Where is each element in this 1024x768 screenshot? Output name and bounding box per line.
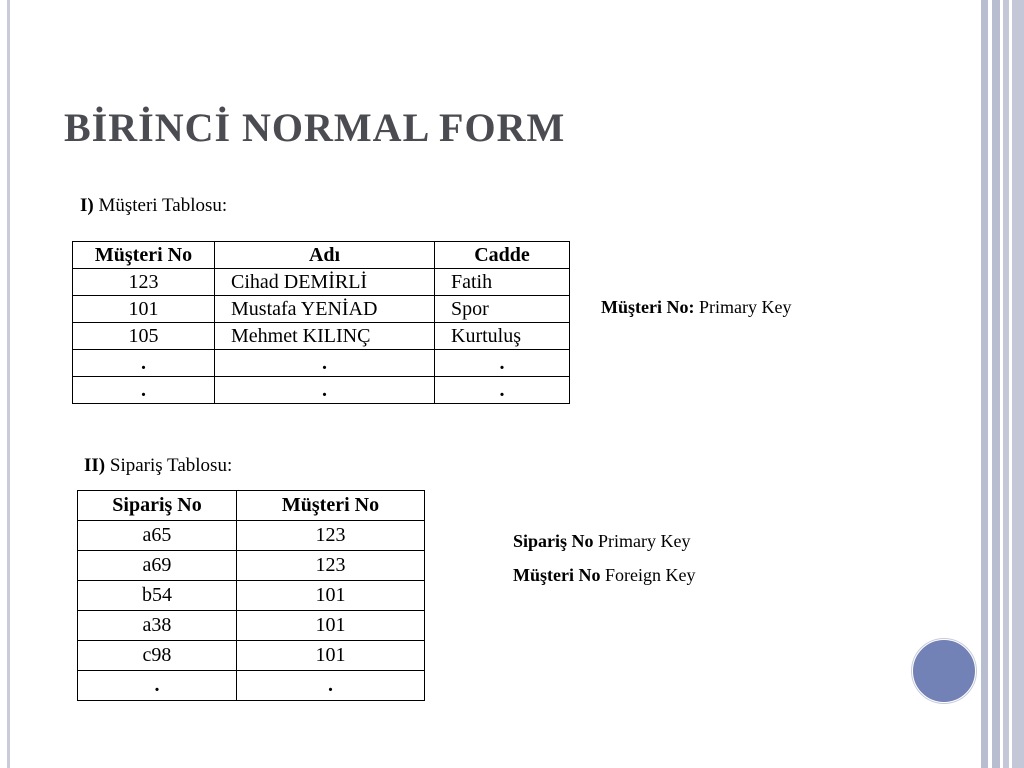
note-key: Müşteri No: bbox=[601, 297, 695, 317]
table-cell: 123 bbox=[237, 521, 425, 551]
table-cell: . bbox=[435, 377, 570, 404]
table-cell: Mehmet KILINÇ bbox=[215, 323, 435, 350]
table-cell: . bbox=[215, 377, 435, 404]
slide-right-stripes bbox=[978, 0, 1024, 768]
table-cell: a69 bbox=[78, 551, 237, 581]
table-cell: 123 bbox=[73, 269, 215, 296]
section-2-title: Sipariş Tablosu: bbox=[109, 455, 233, 476]
table-cell: . bbox=[215, 350, 435, 377]
section-2-label bbox=[84, 455, 232, 477]
table-cell: Cihad DEMİRLİ bbox=[215, 269, 435, 296]
table-cell: Spor bbox=[435, 296, 570, 323]
table-cell: 101 bbox=[73, 296, 215, 323]
table-row bbox=[73, 350, 570, 377]
siparis-foreign-key-note bbox=[513, 565, 695, 586]
decorative-circle bbox=[912, 639, 976, 703]
siparis-primary-key-note bbox=[513, 531, 691, 552]
table-row bbox=[78, 551, 425, 581]
table-cell: c98 bbox=[78, 641, 237, 671]
table-header-cell: Adı bbox=[215, 242, 435, 269]
table-cell: . bbox=[73, 377, 215, 404]
musteri-key-note bbox=[601, 297, 791, 318]
table-header-row bbox=[78, 491, 425, 521]
note-text: Primary Key bbox=[598, 531, 691, 551]
table-cell: Mustafa YENİAD bbox=[215, 296, 435, 323]
table-cell: a65 bbox=[78, 521, 237, 551]
table-header-cell: Sipariş No bbox=[78, 491, 237, 521]
table-cell: b54 bbox=[78, 581, 237, 611]
table-row bbox=[78, 641, 425, 671]
note-text: Foreign Key bbox=[604, 565, 696, 585]
table-row bbox=[73, 377, 570, 404]
table-row bbox=[73, 323, 570, 350]
table-header-cell: Müşteri No bbox=[73, 242, 215, 269]
slide-title: BİRİNCİ NORMAL FORM bbox=[64, 105, 566, 150]
section-1-label bbox=[80, 195, 227, 217]
note-key: Müşteri No bbox=[513, 565, 601, 585]
table-header-row bbox=[73, 242, 570, 269]
table-cell: . bbox=[435, 350, 570, 377]
table-cell: Fatih bbox=[435, 269, 570, 296]
table-cell: 101 bbox=[237, 581, 425, 611]
siparis-table bbox=[77, 490, 425, 701]
table-row bbox=[78, 671, 425, 701]
slide-left-border bbox=[7, 0, 10, 768]
table-cell: 105 bbox=[73, 323, 215, 350]
table-cell: 101 bbox=[237, 641, 425, 671]
table-cell: . bbox=[73, 350, 215, 377]
table-row bbox=[73, 269, 570, 296]
note-text: Primary Key bbox=[698, 297, 792, 317]
note-key: Sipariş No bbox=[513, 531, 594, 551]
musteri-table bbox=[72, 241, 570, 404]
section-1-number: I) bbox=[80, 195, 94, 216]
table-row bbox=[78, 611, 425, 641]
table-cell: Kurtuluş bbox=[435, 323, 570, 350]
section-1-title: Müşteri Tablosu: bbox=[98, 195, 228, 216]
table-row bbox=[73, 296, 570, 323]
table-row bbox=[78, 581, 425, 611]
section-2-number: II) bbox=[84, 455, 106, 476]
table-row bbox=[78, 521, 425, 551]
table-cell: 101 bbox=[237, 611, 425, 641]
table-header-cell: Cadde bbox=[435, 242, 570, 269]
table-header-cell: Müşteri No bbox=[237, 491, 425, 521]
table-cell: . bbox=[237, 671, 425, 701]
table-cell: . bbox=[78, 671, 237, 701]
table-cell: a38 bbox=[78, 611, 237, 641]
table-cell: 123 bbox=[237, 551, 425, 581]
